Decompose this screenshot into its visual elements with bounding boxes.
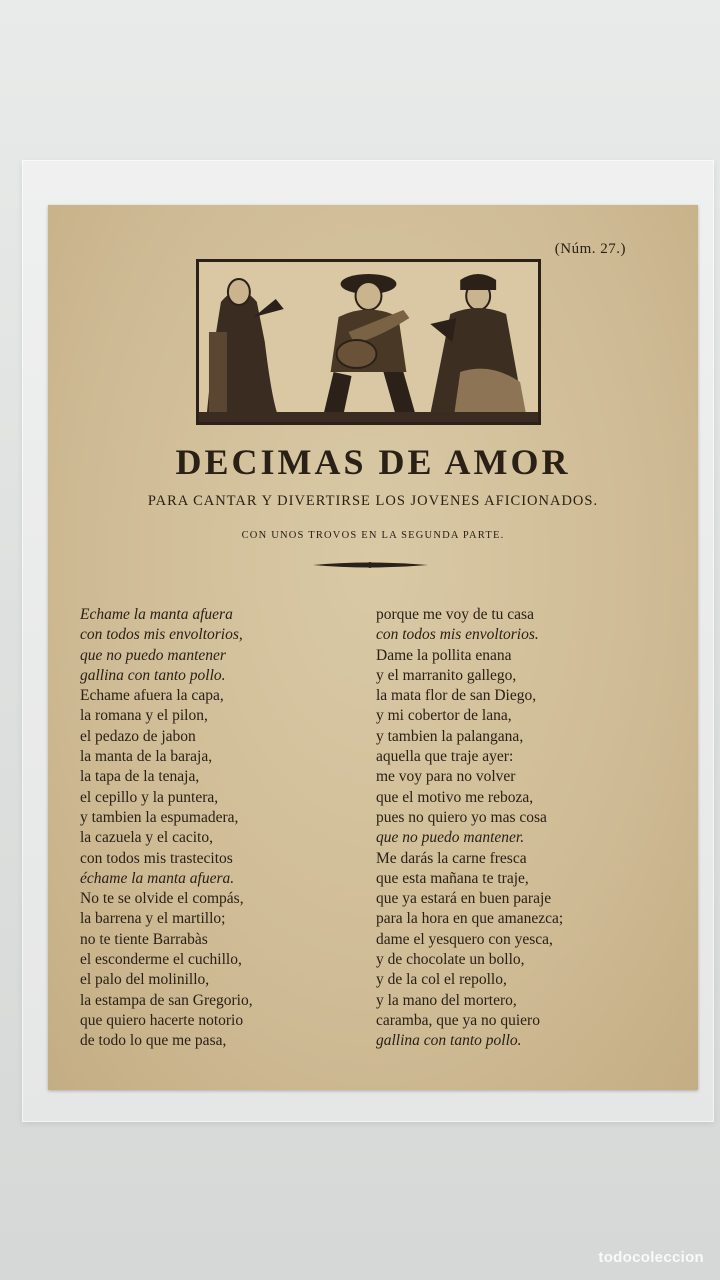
- verse-line: la manta de la baraja,: [80, 748, 213, 766]
- verse-line: y tambien la espumadera,: [80, 808, 239, 826]
- verse-line: que no puedo mantener: [80, 646, 226, 664]
- verse-line: la mata flor de san Diego,: [376, 687, 537, 705]
- verse-line: gallina con tanto pollo.: [80, 666, 226, 684]
- verse-line: la cazuela y el cacito,: [80, 829, 213, 847]
- woodcut-illustration: [196, 259, 541, 425]
- verse-line: Dame la pollita enana: [376, 646, 512, 664]
- issue-number: (Núm. 27.): [554, 241, 626, 257]
- verse-line: con todos mis trastecitos: [80, 849, 233, 867]
- verse-line: y de chocolate un bollo,: [376, 951, 525, 969]
- verse-line: el esconderme el cuchillo,: [80, 951, 242, 969]
- verse-line: el pedazo de jabon: [80, 727, 196, 745]
- verse-line: dame el yesquero con yesca,: [376, 930, 553, 948]
- verse-line: que el motivo me reboza,: [376, 788, 534, 806]
- verse-column-left: [80, 605, 370, 1052]
- verse-line: me voy para no volver: [376, 768, 516, 786]
- verse-line: pues no quiero yo mas cosa: [376, 808, 547, 826]
- watermark: todocoleccion: [598, 1249, 704, 1266]
- verse-line: el palo del molinillo,: [80, 971, 210, 989]
- document-title: DECIMAS DE AMOR: [175, 442, 571, 482]
- verse-line: la barrena y el martillo;: [80, 910, 226, 928]
- verse-line: y la mano del mortero,: [376, 991, 517, 1009]
- verse-line: que esta mañana te traje,: [376, 869, 529, 887]
- verse-line: con todos mis envoltorios,: [80, 626, 243, 644]
- verse-line: que ya estará en buen paraje: [376, 890, 552, 908]
- verse-line: y tambien la palangana,: [376, 727, 524, 745]
- verse-line: No te se olvide el compás,: [80, 890, 244, 908]
- document-subtitle: PARA CANTAR Y DIVERTIRSE LOS JOVENES AFICIONADOS.: [147, 493, 599, 509]
- ornament-rule: [313, 560, 428, 570]
- verse-line: échame la manta afuera.: [80, 869, 235, 887]
- verse-line: para la hora en que amanezca;: [376, 910, 564, 928]
- verse-line: y de la col el repollo,: [376, 971, 507, 989]
- document-subtitle-secondary: CON UNOS TROVOS EN LA SEGUNDA PARTE.: [241, 530, 505, 541]
- verse-line: Echame afuera la capa,: [80, 687, 224, 705]
- verse-line: la tapa de la tenaja,: [80, 768, 200, 786]
- verse-line: Echame la manta afuera: [80, 606, 233, 623]
- verse-line: con todos mis envoltorios.: [376, 626, 539, 644]
- verse-line: de todo lo que me pasa,: [80, 1032, 227, 1050]
- verse-column-right: [376, 605, 676, 1052]
- verse-line: no te tiente Barrabàs: [80, 930, 208, 948]
- verse-line: aquella que traje ayer:: [376, 748, 514, 766]
- verse-line: Me darás la carne fresca: [376, 849, 527, 867]
- verse-line: gallina con tanto pollo.: [376, 1032, 522, 1050]
- verse-line: caramba, que ya no quiero: [376, 1011, 540, 1029]
- verse-line: que no puedo mantener.: [376, 829, 525, 847]
- verse-line: y mi cobertor de lana,: [376, 707, 512, 725]
- verse-line: y el marranito gallego,: [376, 666, 517, 684]
- verse-line: que quiero hacerte notorio: [80, 1011, 244, 1029]
- verse-line: la romana y el pilon,: [80, 707, 208, 725]
- printed-sheet: [48, 205, 698, 1090]
- verse-line: la estampa de san Gregorio,: [80, 991, 253, 1009]
- verse-line: porque me voy de tu casa: [376, 606, 534, 623]
- verse-line: el cepillo y la puntera,: [80, 788, 219, 806]
